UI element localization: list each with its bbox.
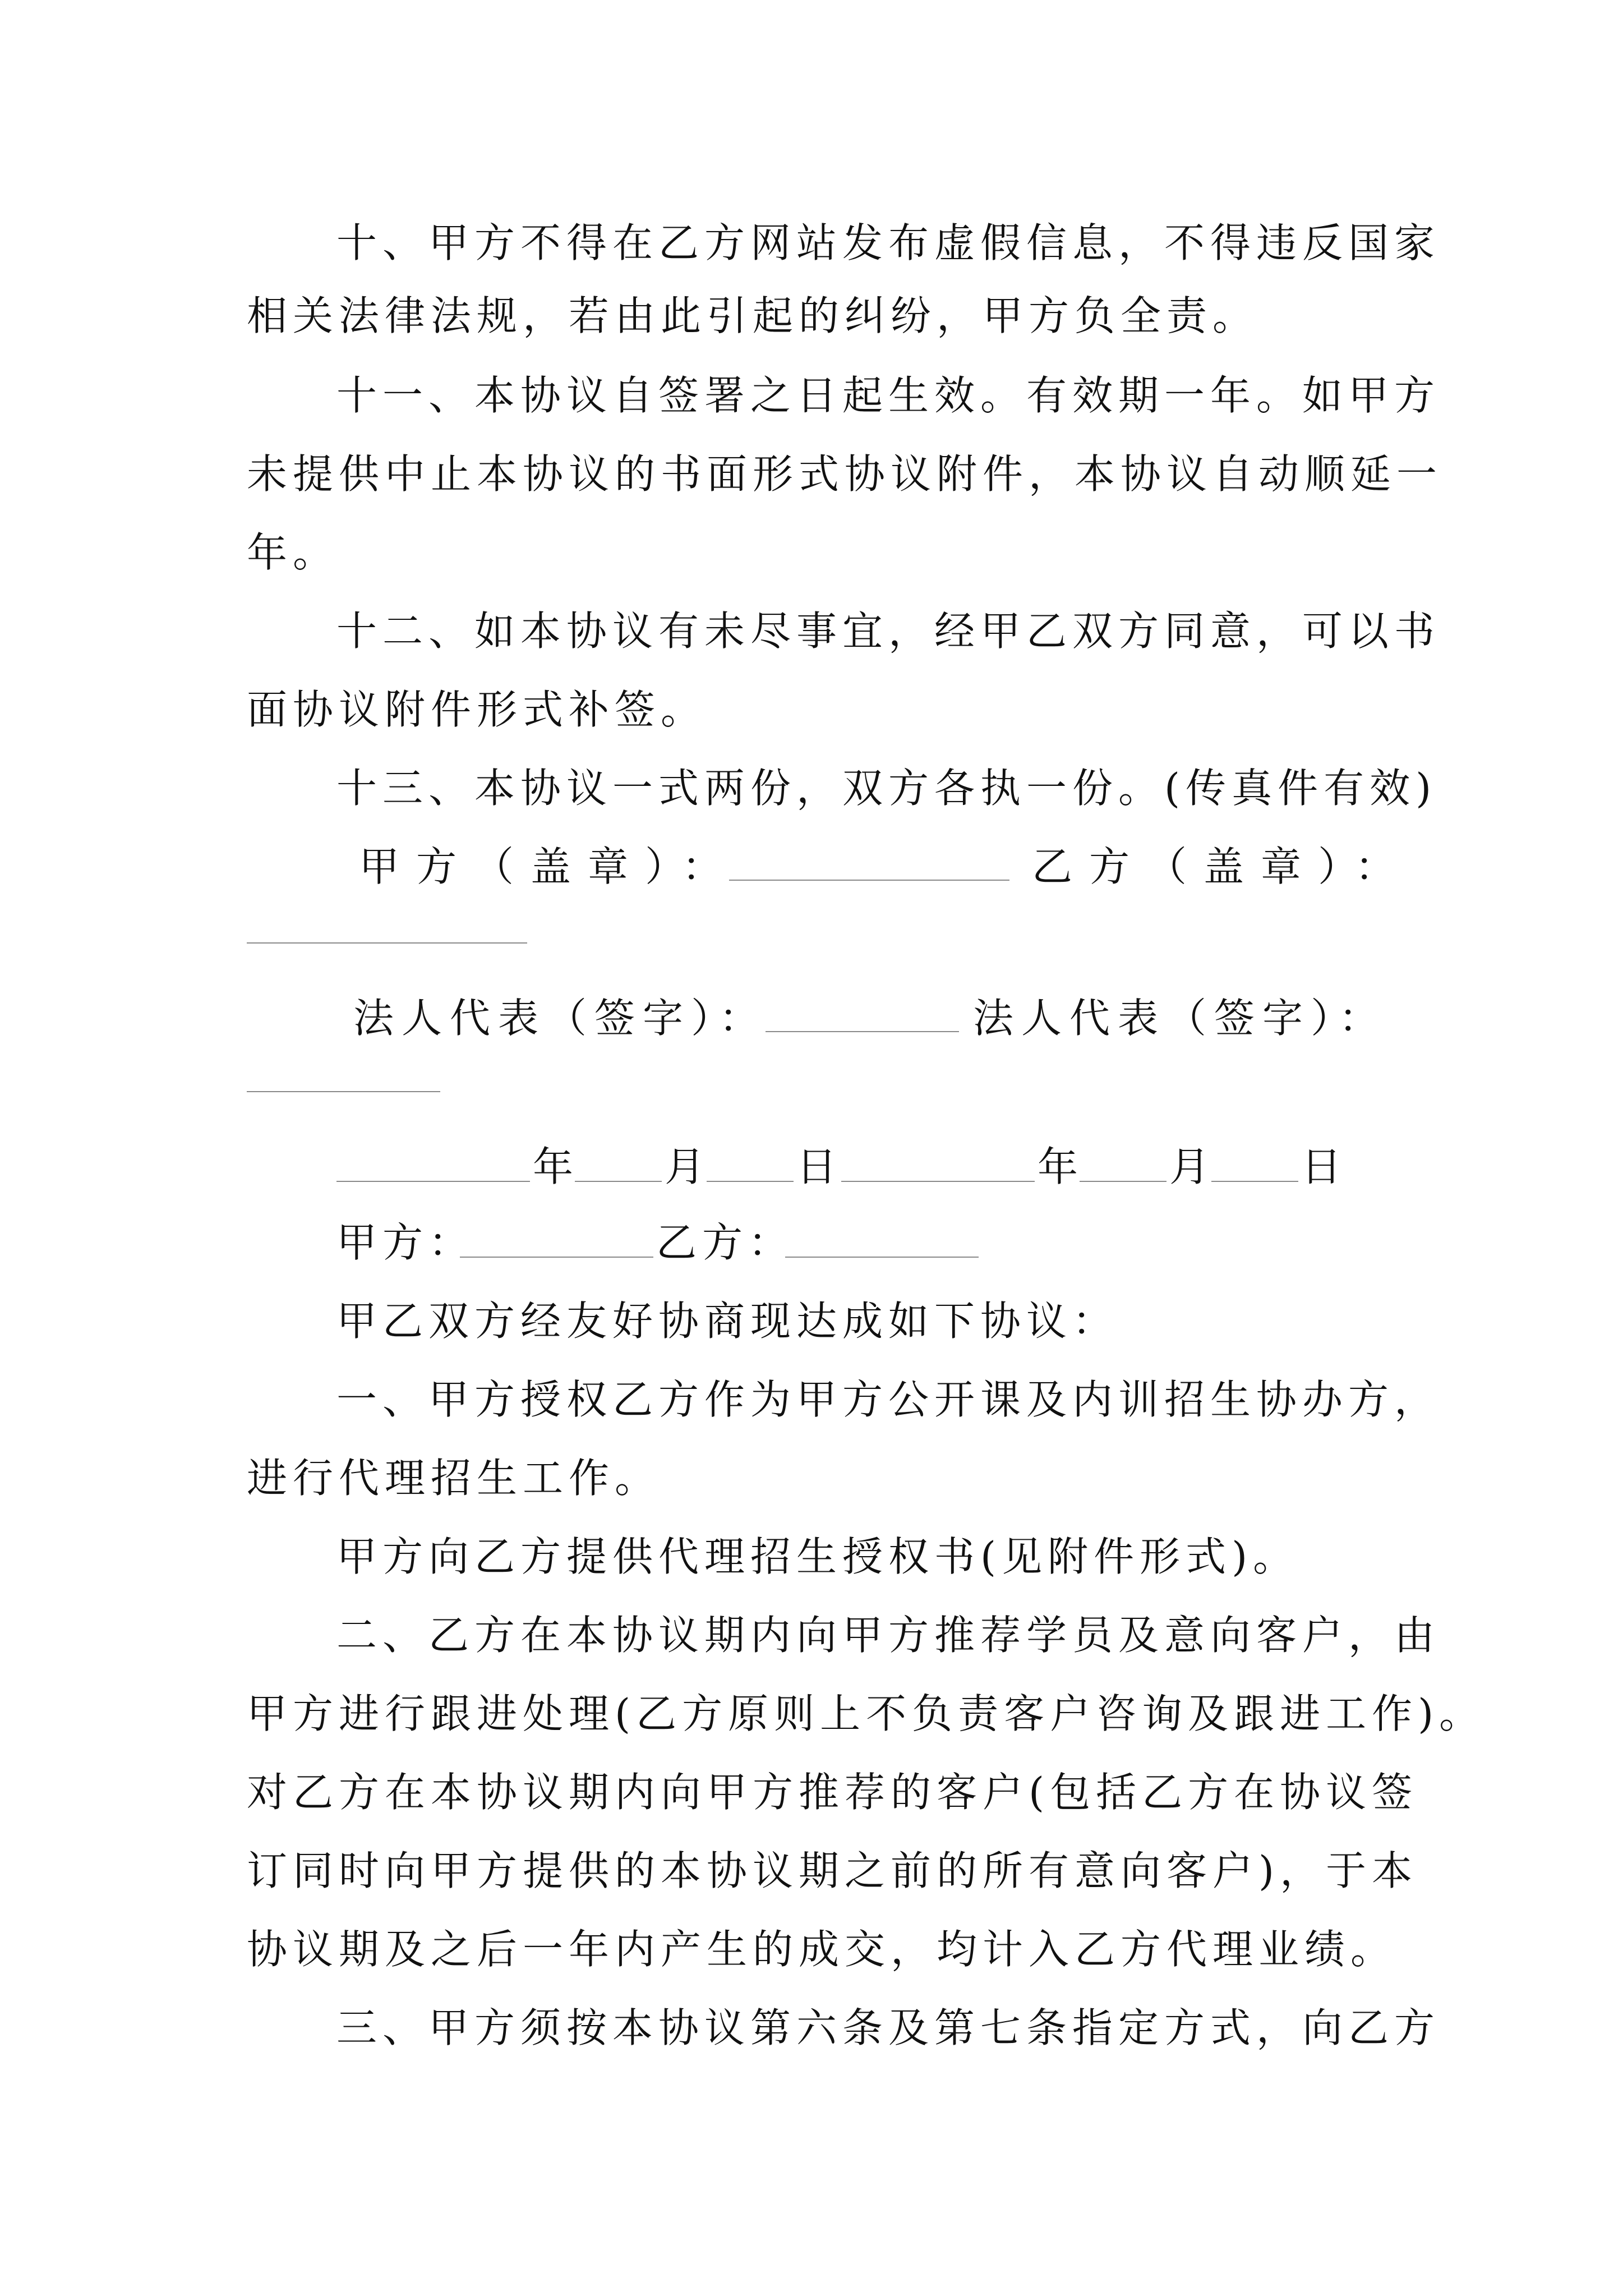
party-b-seal-label: 乙方（盖章）：: [1032, 843, 1413, 890]
body-line-5: [0, 1604, 1623, 1666]
representative-line: [0, 987, 1623, 1049]
paragraph-text: 十三、本协议一式两份，双方各执一份。(传真件有效): [336, 765, 1437, 812]
party-a-label: 甲方：: [336, 1219, 475, 1266]
party-a-seal-label: 甲方（盖章）：: [359, 843, 740, 890]
paragraph-text: 甲乙双方经友好协商现达成如下协议：: [336, 1297, 1119, 1345]
clause-11-line-1: [0, 365, 1623, 426]
party-a-name-blank[interactable]: [460, 1257, 653, 1258]
body-line-1: [0, 1290, 1623, 1352]
body-line-10: [0, 1997, 1623, 2059]
paragraph-text: 甲方向乙方提供代理招生授权书(见附件形式)。: [336, 1533, 1299, 1580]
paragraph-text: 十二、如本协议有未尽事宜，经甲乙双方同意，可以书: [336, 608, 1441, 655]
paragraph-text: 进行代理招生工作。: [247, 1455, 661, 1502]
clause-13-line-1: [0, 757, 1623, 819]
party-b-year-blank[interactable]: [841, 1181, 1035, 1182]
party-b-rep-label: 法人代表（签字）：: [973, 995, 1387, 1042]
paragraph-text: 面协议附件形式补签。: [247, 686, 707, 733]
day-label: 日: [796, 1143, 843, 1190]
clause-11-line-3: [0, 522, 1623, 583]
party-b-day-blank[interactable]: [1211, 1181, 1298, 1182]
paragraph-text: 对乙方在本协议期内向甲方推荐的客户(包括乙方在协议签: [247, 1769, 1418, 1816]
body-line-3: [0, 1447, 1623, 1509]
representative-line-continued: [0, 1063, 1623, 1125]
body-line-8: [0, 1840, 1623, 1902]
paragraph-text: 三、甲方须按本协议第六条及第七条指定方式，向乙方: [336, 2004, 1441, 2051]
party-b-seal-blank[interactable]: [247, 942, 527, 944]
paragraph-text: 相关法律法规，若由此引起的纠纷，甲方负全责。: [247, 292, 1259, 339]
body-line-7: [0, 1761, 1623, 1823]
body-line-4: [0, 1526, 1623, 1588]
day-label: 日: [1301, 1143, 1348, 1190]
body-line-9: [0, 1918, 1623, 1980]
body-line-6: [0, 1683, 1623, 1745]
paragraph-text: 年。: [247, 529, 339, 576]
date-line: [0, 1136, 1623, 1198]
party-a-year-blank[interactable]: [336, 1181, 530, 1182]
paragraph-text: 十一、本协议自签署之日起生效。有效期一年。如甲方: [336, 372, 1441, 419]
party-b-label: 乙方：: [656, 1219, 795, 1266]
paragraph-text: 协议期及之后一年内产生的成交，均计入乙方代理业绩。: [247, 1926, 1397, 1973]
clause-11-line-2: [0, 443, 1623, 505]
party-a-rep-label: 法人代表（签字）：: [353, 995, 768, 1042]
party-a-rep-blank[interactable]: [766, 1031, 959, 1032]
party-b-name-blank[interactable]: [785, 1257, 979, 1258]
clause-12-line-1: [0, 600, 1623, 662]
seal-line: [0, 836, 1623, 898]
paragraph-text: 十、甲方不得在乙方网站发布虚假信息，不得违反国家: [336, 219, 1441, 266]
body-line-2: [0, 1369, 1623, 1430]
paragraph-text: 一、甲方授权乙方作为甲方公开课及内训招生协办方，: [336, 1376, 1441, 1423]
month-label: 月: [1169, 1143, 1216, 1190]
clause-10-line-2: [0, 285, 1623, 347]
party-b-month-blank[interactable]: [1080, 1181, 1166, 1182]
paragraph-text: 甲方进行跟进处理(乙方原则上不负责客户咨询及跟进工作)。: [247, 1690, 1486, 1737]
party-b-rep-blank[interactable]: [247, 1091, 440, 1092]
parties-line: [0, 1212, 1623, 1273]
seal-line-continued: [0, 914, 1623, 976]
party-a-month-blank[interactable]: [575, 1181, 662, 1182]
paragraph-text: 二、乙方在本协议期内向甲方推荐学员及意向客户，由: [336, 1612, 1441, 1659]
clause-10-line-1: [0, 212, 1623, 274]
month-label: 月: [665, 1143, 711, 1190]
paragraph-text: 订同时向甲方提供的本协议期之前的所有意向客户)，于本: [247, 1847, 1418, 1894]
party-a-seal-blank[interactable]: [729, 880, 1009, 881]
paragraph-text: 未提供中止本协议的书面形式协议附件，本协议自动顺延一: [247, 450, 1443, 498]
party-a-day-blank[interactable]: [707, 1181, 794, 1182]
year-label: 年: [1038, 1143, 1084, 1190]
clause-12-line-2: [0, 679, 1623, 740]
year-label: 年: [533, 1143, 579, 1190]
